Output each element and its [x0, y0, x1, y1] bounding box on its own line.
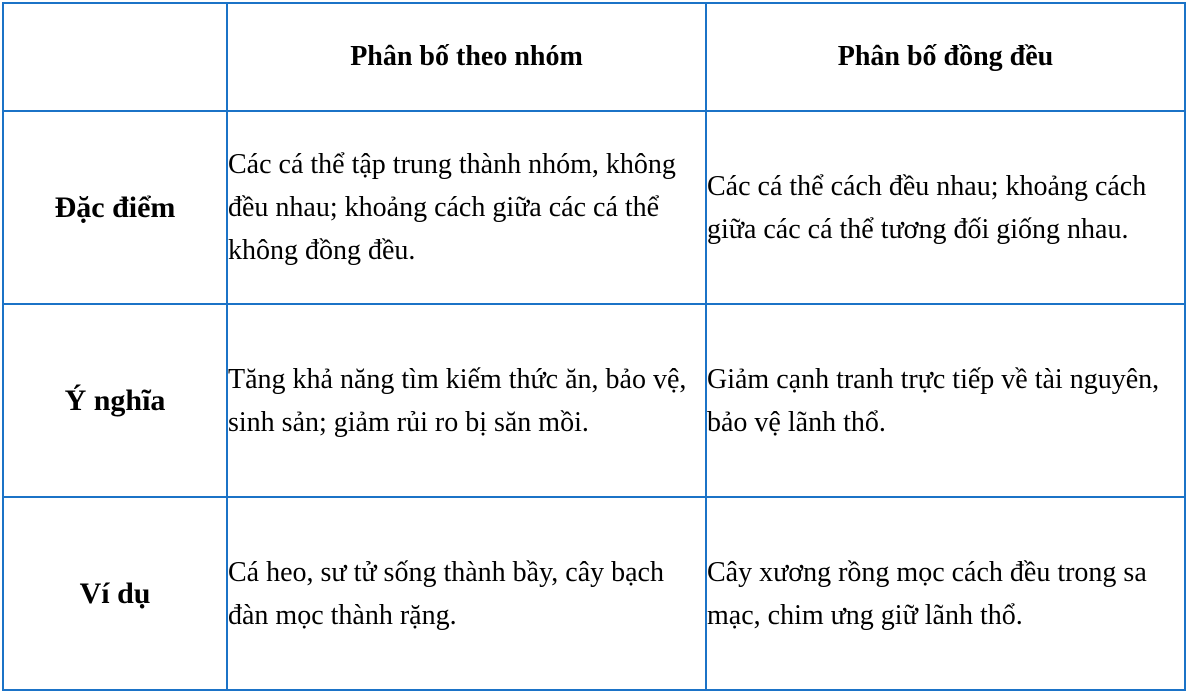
- table-row: [3, 497, 1185, 690]
- distribution-comparison-table: [2, 2, 1186, 691]
- significance-clustered-cell: Tăng khả năng tìm kiếm thức ăn, bảo vệ, sinh sản; giảm rủi ro bị săn mồi.: [227, 304, 706, 497]
- significance-uniform-cell: Giảm cạnh tranh trực tiếp về tài nguyên, bảo vệ lãnh thổ.: [706, 304, 1185, 497]
- examples-uniform-cell: Cây xương rồng mọc cách đều trong sa mạc, chim ưng giữ lãnh thổ.: [706, 497, 1185, 690]
- header-row: [3, 3, 1185, 111]
- row-label-characteristics: Đặc điểm: [3, 111, 227, 304]
- corner-cell: [3, 3, 227, 111]
- header-uniform-distribution: Phân bố đồng đều: [706, 3, 1185, 111]
- table-row: [3, 304, 1185, 497]
- examples-clustered-cell: Cá heo, sư tử sống thành bầy, cây bạch đàn mọc thành rặng.: [227, 497, 706, 690]
- row-label-significance: Ý nghĩa: [3, 304, 227, 497]
- header-clustered-distribution: Phân bố theo nhóm: [227, 3, 706, 111]
- characteristics-clustered-cell: Các cá thể tập trung thành nhóm, không đều nhau; khoảng cách giữa các cá thể không đồng đều.: [227, 111, 706, 304]
- table-row: [3, 111, 1185, 304]
- characteristics-uniform-cell: Các cá thể cách đều nhau; khoảng cách giữa các cá thể tương đối giống nhau.: [706, 111, 1185, 304]
- row-label-examples: Ví dụ: [3, 497, 227, 690]
